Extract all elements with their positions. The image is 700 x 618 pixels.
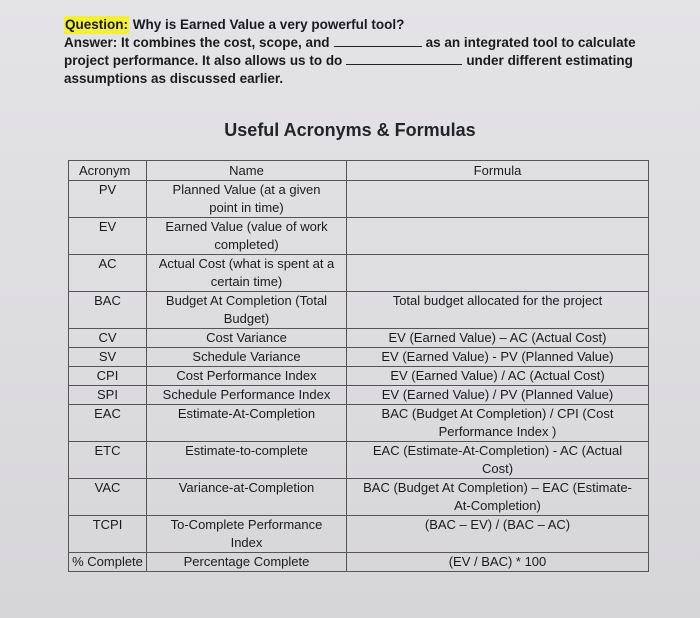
table-body [69, 181, 649, 572]
cell-name: Percentage Complete [147, 553, 347, 572]
acronyms-table [68, 160, 649, 572]
cell-formula: EV (Earned Value) - PV (Planned Value) [347, 348, 649, 367]
answer-text-2a: project performance. It also allows us to do [64, 53, 343, 68]
table-row [69, 386, 649, 405]
answer-text-1a: Answer: It combines the cost, scope, and [64, 35, 330, 50]
cell-name: Schedule Performance Index [147, 386, 347, 405]
section-title: Useful Acronyms & Formulas [224, 120, 476, 140]
question-answer-block [64, 16, 664, 88]
cell-name: Estimate-At-Completion [147, 405, 347, 442]
table-row [69, 181, 649, 218]
cell-formula: (BAC – EV) / (BAC – AC) [347, 516, 649, 553]
cell-name: Estimate-to-complete [147, 442, 347, 479]
table-row [69, 348, 649, 367]
header-acronym: Acronym [69, 161, 147, 181]
answer-line-2 [64, 52, 664, 70]
cell-formula: Total budget allocated for the project [347, 292, 649, 329]
cell-acronym: PV [69, 181, 147, 218]
cell-name: Budget At Completion (Total Budget) [147, 292, 347, 329]
cell-name: Earned Value (value of work completed) [147, 218, 347, 255]
answer-text-1b: as an integrated tool to calculate [425, 35, 636, 50]
header-name: Name [147, 161, 347, 181]
cell-name: Schedule Variance [147, 348, 347, 367]
table-row [69, 479, 649, 516]
cell-formula: BAC (Budget At Completion) – EAC (Estimate-At-Completion) [347, 479, 649, 516]
cell-formula: (EV / BAC) * 100 [347, 553, 649, 572]
question-text: Why is Earned Value a very powerful tool? [129, 17, 405, 32]
answer-text-3: assumptions as discussed earlier. [64, 71, 284, 86]
table-row [69, 367, 649, 386]
cell-acronym: ETC [69, 442, 147, 479]
cell-name: Planned Value (at a given point in time) [147, 181, 347, 218]
cell-acronym: VAC [69, 479, 147, 516]
table-row [69, 553, 649, 572]
cell-formula: EV (Earned Value) / PV (Planned Value) [347, 386, 649, 405]
question-line [64, 16, 664, 34]
cell-acronym: EAC [69, 405, 147, 442]
cell-formula [347, 181, 649, 218]
cell-name: Actual Cost (what is spent at a certain time) [147, 255, 347, 292]
answer-blank-2 [346, 52, 462, 65]
cell-acronym: SPI [69, 386, 147, 405]
table-row [69, 329, 649, 348]
header-formula: Formula [347, 161, 649, 181]
cell-name: To-Complete Performance Index [147, 516, 347, 553]
cell-acronym: BAC [69, 292, 147, 329]
answer-line-1 [64, 34, 664, 52]
cell-acronym: CPI [69, 367, 147, 386]
cell-name: Cost Variance [147, 329, 347, 348]
cell-formula [347, 218, 649, 255]
table-row [69, 405, 649, 442]
answer-blank-1 [334, 34, 422, 47]
table-row [69, 442, 649, 479]
cell-formula: BAC (Budget At Completion) / CPI (Cost Performance Index ) [347, 405, 649, 442]
cell-formula: EV (Earned Value) – AC (Actual Cost) [347, 329, 649, 348]
table-row [69, 292, 649, 329]
cell-name: Cost Performance Index [147, 367, 347, 386]
question-label: Question: [65, 17, 128, 32]
cell-acronym: AC [69, 255, 147, 292]
cell-name: Variance-at-Completion [147, 479, 347, 516]
cell-acronym: CV [69, 329, 147, 348]
cell-formula [347, 255, 649, 292]
cell-acronym: SV [69, 348, 147, 367]
table-header-row [69, 161, 649, 181]
table-row [69, 516, 649, 553]
table-row [69, 255, 649, 292]
answer-line-3 [64, 70, 664, 88]
table-row [69, 218, 649, 255]
cell-acronym: TCPI [69, 516, 147, 553]
cell-acronym: EV [69, 218, 147, 255]
answer-text-2b: under different estimating [466, 53, 633, 68]
cell-formula: EV (Earned Value) / AC (Actual Cost) [347, 367, 649, 386]
cell-formula: EAC (Estimate-At-Completion) - AC (Actual Cost) [347, 442, 649, 479]
cell-acronym: % Complete [69, 553, 147, 572]
